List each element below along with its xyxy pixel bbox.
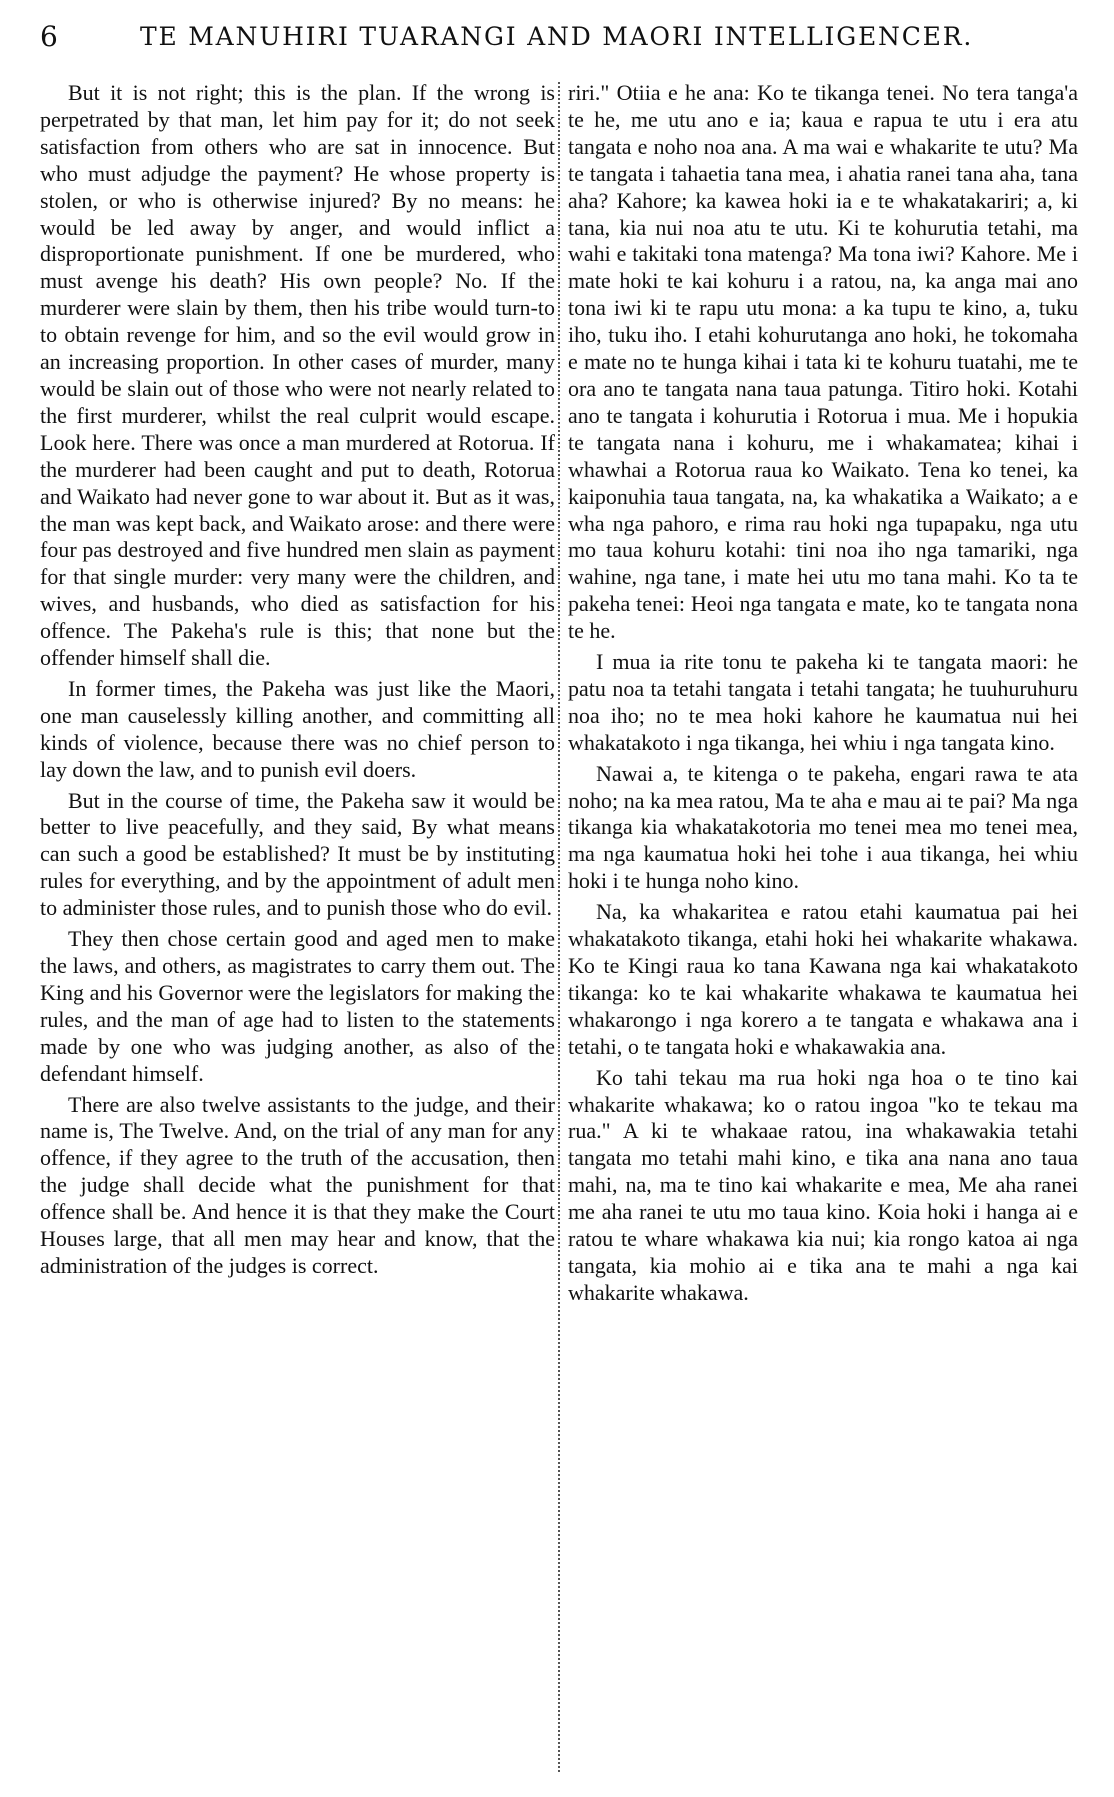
column-divider: [558, 82, 560, 1772]
english-paragraph-5: There are also twelve assistants to the judge, and their name is, The Twelve. And, on the trial of any man for any offence, if they agree to the truth of the accusation, then the judge shall decide what the punishment for that offence shall be. And hence it is that they make the Court Houses large, that all men may hear and know, that the administration of the judges is correct.: [40, 1091, 555, 1278]
english-paragraph-3: But in the course of time, the Pakeha saw it would be better to live peacefully, and they said, By what means can such a good be established? It must be by instituting rules for everything, and by the appointment of adult men to administer those rules, and to punish those who do evil.: [40, 787, 555, 921]
maori-paragraph-5: Ko tahi tekau ma rua hoki nga hoa o te tino kai whakarite whakawa; ko o ratou ingoa "ko te tekau ma rua." A ki te whakaae ratou, ina whakawakia tetahi tangata mo tetahi mahi kino, e tika ana nana ano taua mahi, na, ma te tino kai whakarite e mea, Me aha ranei me aha ranei te utu mo taua kino. Koia hoki i hanga ai e ratou te whare whakawa kia nui; kia rongo katoa ai nga tangata, kia mohio ai e tika ana te mahi a nga kai whakarite whakawa.: [568, 1064, 1078, 1305]
english-paragraph-2: In former times, the Pakeha was just like the Maori, one man causelessly killing another, and committing all kinds of violence, because there was no chief person to lay down the law, and to punish evil doers.: [40, 675, 555, 782]
maori-paragraph-2: I mua ia rite tonu te pakeha ki te tangata maori: he patu noa ta tetahi tangata i tetahi tangata; he tuuhuruhuru noa iho; no te mea hoki kahore he kaumatua nui hei whakatakoto i nga tikanga, hei whiu i nga tangata kino.: [568, 649, 1078, 755]
english-column: [40, 80, 555, 1780]
maori-paragraph-1: riri." Otiia e he ana: Ko te tikanga tenei. No tera tanga'a te he, me utu ano e ia; kaua e rapua te utu i era atu tangata e noho noa ana. A ma wai e whakarite te utu? Ma te tangata i tahaetia tana mea, i ahatia ranei tana aha, tana aha? Kahore; ka kawea hoki ia e te whakatakariri; a, ki tana, kia nui noa atu te utu. Ki te kohurutia tetahi, ma wahi e takitaki tona matenga? Ma tona iwi? Kahore. Me i mate hoki te kai kohuru i a ratou, na, ka anga mai ano tona iwi ki te rapu utu mona: a ka tupu te kino, a, tuku iho, tuku iho. I etahi kohurutanga ano hoki, he tokomaha e mate no te hunga kihai i tata ki te kohuru tuatahi, me te ora ano te tangata nana taua patunga. Titiro hoki. Kotahi ano te tangata i kohurutia i Rotorua i mua. Me i hopukia te tangata nana i kohuru, me i whakamatea; kihai i whawhai a Rotorua raua ko Waikato. Tena ko tenei, ka kaiponuhia taua tangata, na, ka whakatika a Waikato; a e wha nga pahoro, e rima rau hoki nga tupapaku, nga utu mo taua kohuru kotahi: tini noa iho nga tamariki, nga wahine, nga tane, i mate hei utu mo tana mahi. Ko ta te pakeha tenei: Heoi nga tangata e mate, ko te tangata nona te he.: [568, 80, 1078, 644]
masthead-title: TE MANUHIRI TUARANGI AND MAORI INTELLIGENCER.: [140, 22, 974, 51]
page-number: 6: [40, 20, 58, 53]
maori-column: [568, 80, 1078, 1780]
page-header: [40, 18, 1080, 54]
english-paragraph-4: They then chose certain good and aged men to make the laws, and others, as magistrates to carry them out. The King and his Governor were the legislators for making the rules, and the man of age had to listen to the statements made by one who was judging another, as also of the defendant himself.: [40, 926, 555, 1086]
english-paragraph-1: But it is not right; this is the plan. If the wrong is perpetrated by that man, let him pay for it; do not seek satisfaction from others who are sat in innocence. But who must adjudge the payment? He whose property is stolen, or who is otherwise injured? By no means: he would be led away by anger, and would inflict a disproportionate punishment. If one be murdered, who must avenge his death? His own people? No. If the murderer were slain by them, then his tribe would turn-to to obtain revenge for him, and so the evil would grow in an increasing proportion. In other cases of murder, many would be slain out of those who were not nearly related to the first murderer, whilst the real culprit would escape. Look here. There was once a man murdered at Rotorua. If the murderer had been caught and put to death, Rotorua and Waikato had never gone to war about it. But as it was, the man was kept back, and Waikato arose: and there were four pas destroyed and five hundred men slain as payment for that single murder: very many were the children, and wives, and husbands, who died as satisfaction for his offence. The Pakeha's rule is this; that none but the offender himself shall die.: [40, 80, 555, 671]
maori-paragraph-4: Na, ka whakaritea e ratou etahi kaumatua pai hei whakatakoto tikanga, etahi hoki hei whakarite whakawa. Ko te Kingi raua ko tana Kawana nga kai whakatakoto tikanga: ko te kai whakarite whakawa te kaumatua hei whakarongo i nga korero a te tangata e whakawa ana i tetahi, o te tangata hoki e whakawakia ana.: [568, 899, 1078, 1059]
maori-paragraph-3: Nawai a, te kitenga o te pakeha, engari rawa te ata noho; na ka mea ratou, Ma te aha e mau ai te pai? Ma nga tikanga kia whakatakotoria mo tenei mea mo tenei mea, ma nga kaumatua hoki hei tohe i aua tikanga, hei whiu hoki i te hunga noho kino.: [568, 760, 1078, 894]
